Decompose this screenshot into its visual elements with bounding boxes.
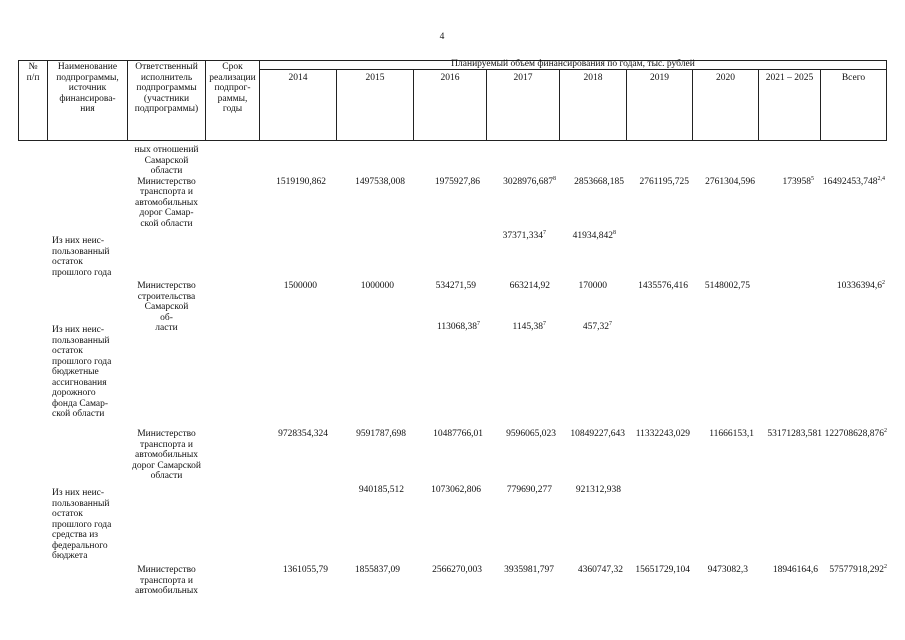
value-cell: 1361055,79 (282, 565, 328, 575)
value-cell: 9591787,698 (356, 429, 406, 439)
executor-cell: Министерство строительства Самарской об- ласти (137, 281, 196, 333)
header-year: 2021 – 2025 (765, 73, 814, 83)
value-cell: 1500000 (283, 281, 317, 291)
header-term: Срок реализации подпрог- раммы, годы (209, 62, 256, 114)
value-cell: 940185,512 (358, 485, 404, 495)
footnote-mark: 2 (884, 427, 887, 434)
value-cell: 534271,59 (435, 281, 476, 291)
footnote-mark: 7 (609, 320, 612, 327)
value-cell: 5148002,75 (704, 281, 750, 291)
footnote-mark: 8 (613, 229, 616, 236)
header-year: 2017 (513, 73, 533, 83)
value-cell: 37371,334$^7$ (502, 229, 546, 241)
footnote-mark: 2 (884, 563, 887, 570)
value-cell: 2761195,725 (639, 177, 689, 187)
value-cell: 3028976,687$^8$ (503, 175, 556, 187)
value-cell: 16492453,748$^{2,4}$ (822, 175, 885, 187)
header-executor: Ответственный исполнитель подпрограммы (участники подпрограммы) (134, 62, 199, 114)
footnote-mark: 2 (882, 279, 885, 286)
value-cell: 9596065,023 (506, 429, 556, 439)
footnote-mark: 7 (543, 320, 546, 327)
header-year: 2014 (288, 73, 308, 83)
value-cell: 9473082,3 (707, 565, 748, 575)
value-cell: 1435576,416 (638, 281, 688, 291)
value-cell: 457,32$^7$ (582, 320, 612, 332)
col-border (259, 60, 260, 140)
header-year: 2019 (650, 73, 669, 83)
row-name-cell: Из них неис- пользованный остаток прошлого года (52, 236, 112, 278)
value-cell: 57577918,292$^2$ (829, 563, 887, 575)
header-financing-title: Планируемый объем финансирования по годам, тыс. рублей (451, 59, 695, 69)
value-cell: 1497538,008 (355, 177, 405, 187)
page-number: 4 (439, 32, 445, 42)
value-cell: 170000 (578, 281, 607, 291)
header-year: 2015 (365, 73, 385, 83)
executor-cell: ных отношений Самарской области Министерство транспорта и автомобильных дорог Самар- ской области (134, 145, 199, 229)
value-cell: 113068,38$^7$ (436, 320, 480, 332)
value-cell: 1519190,862 (276, 177, 326, 187)
value-cell: 1000000 (360, 281, 394, 291)
value-cell: 1145,38$^7$ (512, 320, 546, 332)
value-cell: 3935981,797 (504, 565, 554, 575)
col-border (886, 60, 887, 140)
header-subprogram-name: Наименование подпрограммы, источник финансирова- ния (56, 62, 119, 114)
value-cell: 4360747,32 (577, 565, 623, 575)
executor-cell: Министерство транспорта и автомобильных (134, 565, 199, 596)
header-number: № п/п (26, 62, 40, 83)
header-bottom-border (18, 140, 887, 141)
value-cell: 1073062,806 (431, 485, 481, 495)
footnote-mark: 2,4 (877, 175, 885, 182)
value-cell: 11332243,029 (635, 429, 690, 439)
value-cell: 2566270,003 (432, 565, 482, 575)
value-cell: 10336394,6$^2$ (836, 279, 885, 291)
value-cell: 18946164,6 (772, 565, 818, 575)
value-cell: 53171283,581 (767, 429, 822, 439)
value-cell: 11666153,1 (709, 429, 754, 439)
value-cell: 173958$^5$ (782, 175, 814, 187)
value-cell: 41934,842$^8$ (572, 229, 616, 241)
row-name-cell: Из них неис- пользованный остаток прошлого года средства из федерального бюджета (52, 488, 112, 561)
row-name-cell: Из них неис- пользованный остаток прошлого года бюджетные ассигнования дорожного фонда Самар- ской области (52, 325, 112, 419)
value-cell: 1855837,09 (354, 565, 400, 575)
value-cell: 921312,938 (575, 485, 621, 495)
header-year: 2016 (440, 73, 460, 83)
value-cell: 122708628,876$^2$ (824, 427, 887, 439)
executor-cell: Министерство транспорта и автомобильных дорог Самарской области (131, 429, 201, 481)
header-year: 2020 (716, 73, 735, 83)
value-cell: 663214,92 (509, 281, 550, 291)
footnote-mark: 7 (477, 320, 480, 327)
value-cell: 9728354,324 (278, 429, 328, 439)
value-cell: 10849227,643 (570, 429, 625, 439)
header-year: 2018 (583, 73, 603, 83)
value-cell: 2761304,596 (705, 177, 755, 187)
value-cell: 779690,277 (506, 485, 552, 495)
value-cell: 10487766,01 (433, 429, 483, 439)
value-cell: 2853668,185 (574, 177, 624, 187)
value-cell: 1975927,86 (434, 177, 480, 187)
footnote-mark: 5 (811, 175, 814, 182)
value-cell: 15651729,104 (635, 565, 690, 575)
footnote-mark: 7 (543, 229, 546, 236)
header-year: Всего (841, 73, 866, 83)
footnote-mark: 8 (553, 175, 556, 182)
